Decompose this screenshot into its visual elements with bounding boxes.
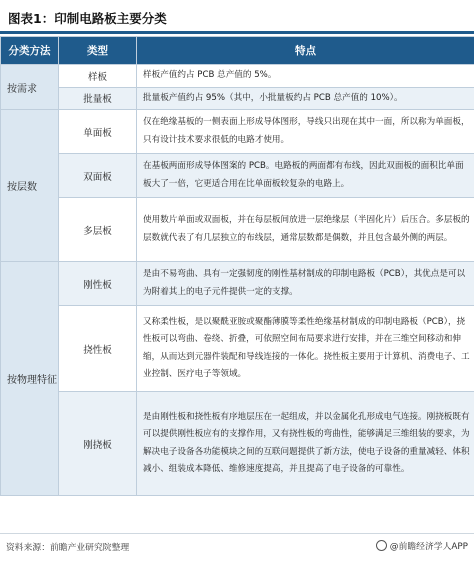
table-row xyxy=(1,306,474,392)
row-type: 双面板 xyxy=(59,154,137,198)
row-feature: 在基板两面形成导体图案的 PCB。电路板的两面都有布线，因此双面板的面积比单面板大了一倍，它更适合用在比单面板较复杂的电路上。 xyxy=(137,154,474,198)
row-feature: 使用数片单面或双面板，并在每层板间放进一层绝缘层（半固化片）后压合。多层板的层数就代表了有几层独立的布线层，通常层数都是偶数，并且包含最外侧的两层。 xyxy=(137,198,474,262)
row-type: 单面板 xyxy=(59,110,137,154)
table-header-row xyxy=(1,37,474,65)
row-type: 刚性板 xyxy=(59,262,137,306)
brand-credit xyxy=(376,539,468,552)
table-row xyxy=(1,392,474,496)
group-layers: 按层数 xyxy=(1,110,59,262)
row-type: 样板 xyxy=(59,65,137,88)
chart-title: 图表1：印制电路板主要分类 xyxy=(8,11,167,26)
row-feature: 是由刚性板和挠性板有序地层压在一起组成，并以金属化孔形成电气连接。刚挠板既有可以提供刚性板应有的支撑作用，又有挠性板的弯曲性，能够满足三维组装的要求，为解决电子设备各功能模块之间的互联问题提供了新方法，使电子设备的重量减轻、体积减小、组装成本降低、维修速度提高，并且提高了电子设备的可靠性。 xyxy=(137,392,474,496)
header-feature: 特点 xyxy=(137,37,474,65)
brand-logo-icon xyxy=(376,540,387,551)
title-underline xyxy=(0,31,474,34)
table-row xyxy=(1,262,474,306)
row-type: 刚挠板 xyxy=(59,392,137,496)
row-feature: 批量板产值约占 95%（其中，小批量板约占 PCB 总产值的 10%）。 xyxy=(137,87,474,110)
classification-table xyxy=(0,36,474,496)
row-feature: 仅在绝缘基板的一侧表面上形成导体图形，导线只出现在其中一面，所以称为单面板，只有设计技术要求很低的电路才使用。 xyxy=(137,110,474,154)
source-note: 资料来源：前瞻产业研究院整理 xyxy=(6,543,130,553)
title-bar xyxy=(0,0,474,36)
row-feature: 样板产值约占 PCB 总产值的 5%。 xyxy=(137,65,474,88)
table-row xyxy=(1,110,474,154)
row-feature: 又称柔性板，是以聚酰亚胺或聚酯薄膜等柔性绝缘基材制成的印制电路板（PCB），挠性板可以弯曲、卷绕、折叠，可依照空间布局要求进行安排，并在三维空间移动和伸缩，从而达到元器件装配和导线连接的一体化。挠性板主要用于计算机、消费电子、工业控制、医疗电子等领域。 xyxy=(137,306,474,392)
header-type: 类型 xyxy=(59,37,137,65)
header-method: 分类方法 xyxy=(1,37,59,65)
row-feature: 是由不易弯曲、具有一定强韧度的刚性基材制成的印制电路板（PCB），其优点是可以为附着其上的电子元件提供一定的支撑。 xyxy=(137,262,474,306)
table-row xyxy=(1,65,474,88)
footer-divider xyxy=(0,533,474,534)
group-physical: 按物理特征 xyxy=(1,262,59,496)
group-demand: 按需求 xyxy=(1,65,59,110)
table-row xyxy=(1,198,474,262)
row-type: 多层板 xyxy=(59,198,137,262)
row-type: 批量板 xyxy=(59,87,137,110)
table-row xyxy=(1,87,474,110)
brand-label: @前瞻经济学人APP xyxy=(389,542,468,552)
row-type: 挠性板 xyxy=(59,306,137,392)
table-row xyxy=(1,154,474,198)
